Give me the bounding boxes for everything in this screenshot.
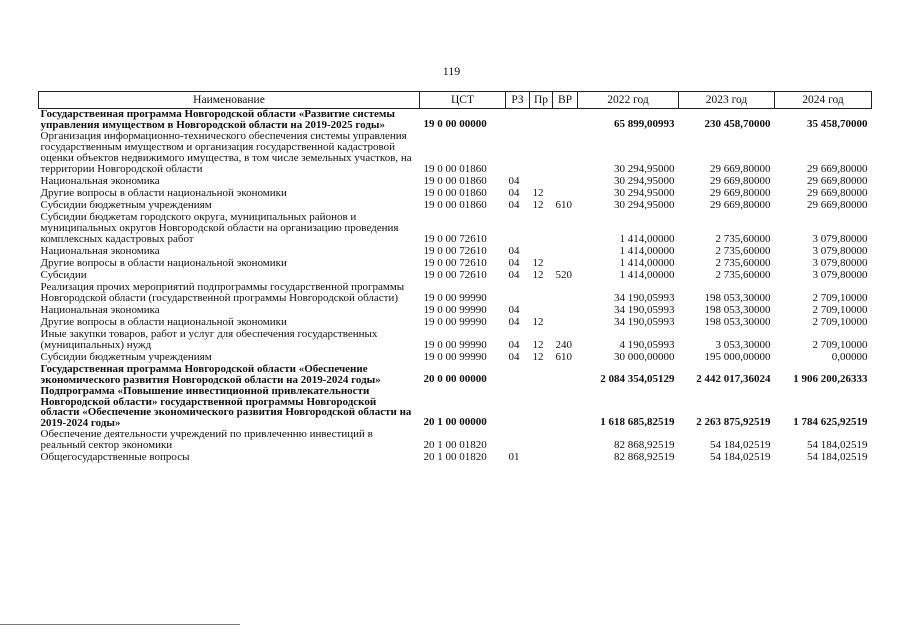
row-2022: 1 618 685,82519 [600,416,675,428]
row-2024: 0,00000 [831,352,868,363]
table-row [39,386,872,429]
row-cst: 19 0 00 72610 [423,246,487,257]
row-2024: 29 669,80000 [807,188,868,199]
row-2024: 3 079,80000 [812,233,868,245]
row-vr [553,317,578,329]
row-cst: 20 1 00 00000 [423,416,487,428]
row-name: Субсидии бюджетным учреждениям [40,352,212,363]
row-cst: 19 0 00 99990 [423,292,487,304]
row-name: Другие вопросы в области национальной экономики [40,317,287,328]
header-2022: 2022 год [578,92,679,109]
table-row [39,317,872,329]
row-vr [553,364,578,386]
row-2022: 65 899,00993 [614,118,675,130]
row-2024: 29 669,80000 [807,163,868,175]
row-vr [553,212,578,246]
row-rz [506,212,530,246]
row-2023: 230 458,70000 [704,118,771,130]
row-2024: 54 184,02519 [807,452,868,463]
row-pr [530,176,553,188]
header-2024: 2024 год [775,92,872,109]
row-2024: 3 079,80000 [812,270,868,281]
row-2024: 29 669,80000 [807,200,868,211]
row-2023: 198 053,30000 [704,292,771,304]
row-2023: 29 669,80000 [710,176,771,187]
row-name: Государственная программа Новгородской области «Развитие системы управления имуществом в Новгородской области на 2019-2025 годы» [40,108,395,131]
row-name: Подпрограмма «Повышение инвестиционной привлекательности Новгородской области» государственной программы Новгородской области «Обеспечение экономического развития Новгородской области на 2019-2024 годы» [40,386,412,429]
row-2022: 34 190,05993 [614,305,675,316]
row-name: Национальная экономика [40,246,160,257]
table-row [39,452,872,464]
row-cst: 19 0 00 01860 [423,163,487,175]
row-2022: 1 414,00000 [619,270,675,281]
row-cst: 20 0 00 00000 [423,373,487,385]
row-rz: 04 [508,352,520,363]
row-2023: 2 263 875,92519 [696,416,771,428]
row-2023: 2 735,60000 [715,233,771,245]
row-2023: 198 053,30000 [704,305,771,316]
row-rz [506,386,530,429]
header-cst: ЦСТ [420,92,506,109]
row-2024: 1 784 625,92519 [793,416,868,428]
row-pr: 12 [532,188,544,199]
table-row [39,270,872,282]
row-2022: 1 414,00000 [619,233,675,245]
header-2023: 2023 год [679,92,775,109]
row-2023: 2 442 017,36024 [696,373,771,385]
row-rz [506,109,530,132]
table-row [39,246,872,258]
row-name: Субсидии бюджетным учреждениям [40,200,212,211]
row-name: Организация информационно-технического обеспечения системы управления государственным имуществом и организация государственной кадастровой оценки объектов недвижимого имущества, в том числе земельных участков, на территории Новгородской области [40,131,412,175]
row-name: Национальная экономика [40,176,160,187]
row-pr [530,386,553,429]
header-name: Наименование [39,92,420,109]
table-row [39,109,872,132]
row-2022: 30 294,95000 [614,200,675,211]
row-2023: 2 735,60000 [715,270,771,281]
row-2022: 2 084 354,05129 [600,373,675,385]
row-2023: 29 669,80000 [710,188,771,199]
budget-table [38,91,872,464]
row-rz: 04 [508,339,520,351]
row-name: Общегосударственные вопросы [40,452,190,463]
row-2022: 30 000,00000 [614,352,675,363]
row-name: Государственная программа Новгородской области «Обеспечение экономического развития Новгородской области на 2019-2024 годы» [40,364,381,386]
row-vr [553,131,578,176]
table-header-row [39,92,872,109]
row-vr [553,176,578,188]
row-vr: 240 [555,339,572,351]
row-cst: 19 0 00 72610 [423,270,487,281]
row-2024: 35 458,70000 [807,118,868,130]
row-vr [553,188,578,200]
row-vr [553,452,578,464]
row-2022: 30 294,95000 [614,188,675,199]
header-pr: Пр [530,92,553,109]
row-2023: 29 669,80000 [710,163,771,175]
row-pr [530,364,553,386]
page-number: 119 [442,64,461,78]
row-pr [530,246,553,258]
row-rz: 04 [508,305,520,316]
row-2022: 34 190,05993 [614,317,675,328]
table-row [39,176,872,188]
row-2022: 4 190,05993 [619,339,675,351]
row-2022: 1 414,00000 [619,246,675,257]
row-pr [530,109,553,132]
row-2024: 29 669,80000 [807,176,868,187]
row-vr: 520 [555,270,572,281]
row-vr: 610 [555,200,572,211]
row-rz: 04 [508,188,520,199]
row-cst: 20 1 00 01820 [423,452,487,463]
row-2023: 195 000,00000 [704,352,771,363]
row-2024: 1 906 200,26333 [793,373,868,385]
table-row [39,329,872,352]
row-vr: 610 [555,352,572,363]
row-2023: 29 669,80000 [710,200,771,211]
row-rz: 04 [508,317,520,328]
row-2024: 2 709,10000 [812,292,868,304]
row-name: Субсидии бюджетам городского округа, муниципальных районов и муниципальных округов Новгородской области на организацию проведения комплексных кадастровых работ [40,212,399,245]
row-rz [506,364,530,386]
row-vr [553,305,578,317]
row-cst: 19 0 00 72610 [423,258,487,269]
row-name: Другие вопросы в области национальной экономики [40,188,287,199]
row-pr [530,429,553,452]
row-cst: 19 0 00 01860 [423,176,487,187]
table-row [39,188,872,200]
row-2022: 30 294,95000 [614,163,675,175]
table-row [39,258,872,270]
row-cst: 19 0 00 00000 [423,118,487,130]
row-pr [530,212,553,246]
row-name: Реализация прочих мероприятий подпрограммы государственной программы Новгородской области (государственной программы Новгородской области) [40,282,405,304]
row-pr: 12 [532,200,544,211]
row-name: Обеспечение деятельности учреждений по привлеченню инвестиций в реальный сектор экономики [40,429,373,451]
row-cst: 19 0 00 72610 [423,233,487,245]
row-2022: 1 414,00000 [619,258,675,269]
row-rz [506,131,530,176]
header-vr: ВР [553,92,578,109]
header-rz: РЗ [506,92,530,109]
row-rz: 04 [508,246,520,257]
row-pr [530,282,553,305]
row-pr [530,131,553,176]
row-name: Иные закупки товаров, работ и услуг для обеспечения государственных (муниципальных) нужд [40,329,378,351]
row-cst: 19 0 00 01860 [423,200,487,211]
row-2024: 3 079,80000 [812,246,868,257]
table-row [39,282,872,305]
row-2024: 2 709,10000 [812,305,868,316]
row-2023: 54 184,02519 [710,439,771,451]
row-pr: 12 [532,352,544,363]
table-row [39,364,872,386]
row-2022: 82 868,92519 [614,439,675,451]
row-vr [553,386,578,429]
row-2024: 2 709,10000 [812,317,868,328]
row-name: Другие вопросы в области национальной экономики [40,258,287,269]
row-cst: 19 0 00 99990 [423,352,487,363]
row-2023: 3 053,30000 [715,339,771,351]
row-2024: 54 184,02519 [807,439,868,451]
row-vr [553,258,578,270]
row-rz [506,282,530,305]
row-pr: 12 [532,258,544,269]
row-cst: 19 0 00 99990 [423,305,487,316]
footer-divider [0,624,240,625]
row-2023: 2 735,60000 [715,246,771,257]
row-rz: 01 [508,452,520,463]
row-cst: 19 0 00 99990 [423,339,487,351]
row-2023: 198 053,30000 [704,317,771,328]
row-2022: 82 868,92519 [614,452,675,463]
row-rz: 04 [508,200,520,211]
row-rz: 04 [508,258,520,269]
row-rz [506,429,530,452]
row-pr: 12 [532,270,544,281]
row-2023: 2 735,60000 [715,258,771,269]
row-name: Национальная экономика [40,305,160,316]
row-pr: 12 [532,339,544,351]
row-pr [530,305,553,317]
row-cst: 19 0 00 01860 [423,188,487,199]
row-2023: 54 184,02519 [710,452,771,463]
row-2024: 3 079,80000 [812,258,868,269]
row-vr [553,282,578,305]
row-2022: 30 294,95000 [614,176,675,187]
row-pr: 12 [532,317,544,328]
row-pr [530,452,553,464]
row-vr [553,429,578,452]
row-rz: 04 [508,270,520,281]
row-vr [553,109,578,132]
row-vr [553,246,578,258]
table-row [39,212,872,246]
table-row [39,352,872,364]
row-name: Субсидии [40,270,87,281]
table-row [39,429,872,452]
row-2024: 2 709,10000 [812,339,868,351]
row-cst: 20 1 00 01820 [423,439,487,451]
row-2022: 34 190,05993 [614,292,675,304]
row-rz: 04 [508,176,520,187]
table-row [39,200,872,212]
table-row [39,131,872,176]
table-row [39,305,872,317]
row-cst: 19 0 00 99990 [423,317,487,328]
